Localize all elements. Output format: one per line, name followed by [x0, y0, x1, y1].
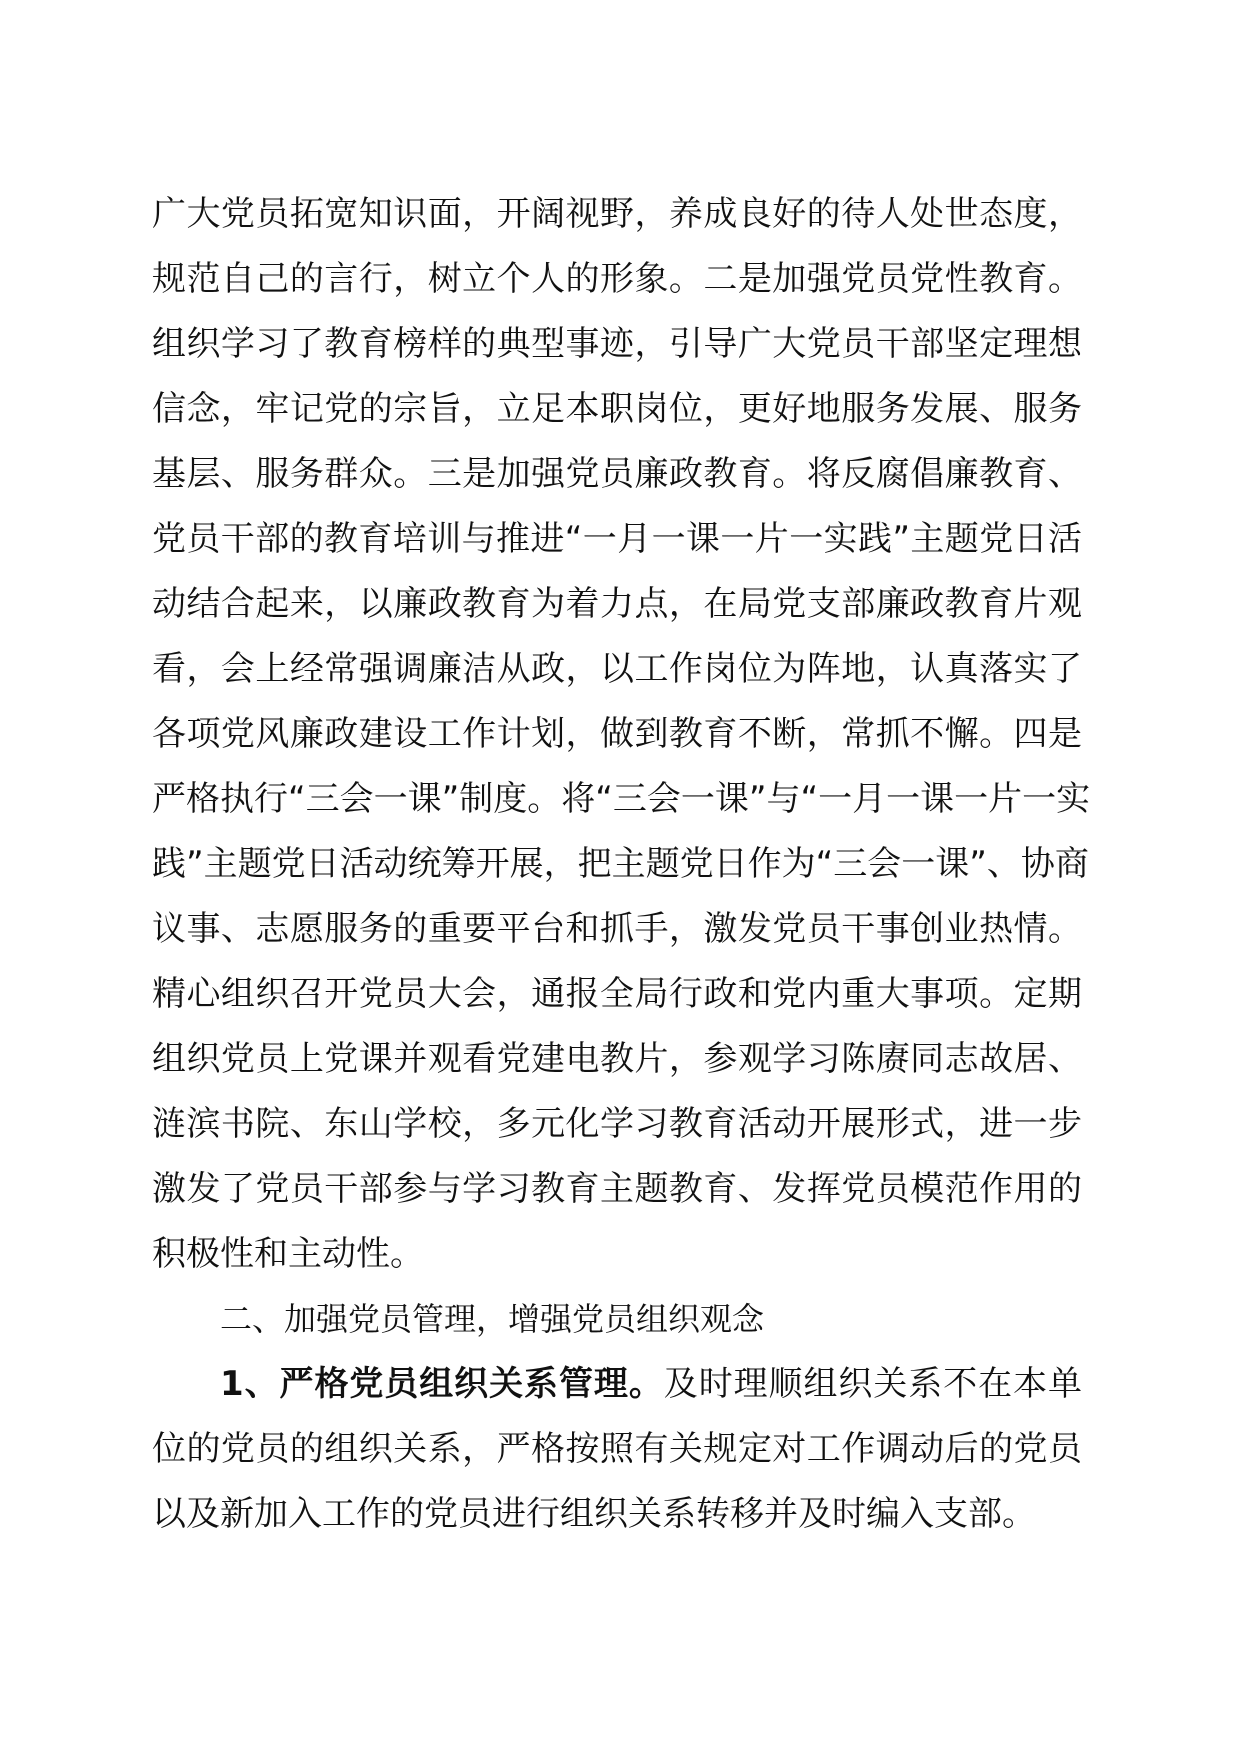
paragraph-line: 基层、服务群众。三是加强党员廉政教育。将反腐倡廉教育、 [152, 454, 1082, 494]
item-1-title: 1、严格党员组织关系管理。 [220, 1364, 664, 1404]
paragraph-line: 践”主题党日活动统筹开展，把主题党日作为“三会一课”、协商 [152, 844, 1089, 884]
paragraph-line: 议事、志愿服务的重要平台和抓手，激发党员干事创业热情。 [152, 909, 1082, 949]
paragraph-line: 各项党风廉政建设工作计划，做到教育不断，常抓不懈。四是 [152, 714, 1082, 754]
item-1-line: 位的党员的组织关系，严格按照有关规定对工作调动后的党员 [152, 1429, 1082, 1469]
paragraph-line: 激发了党员干部参与学习教育主题教育、发挥党员模范作用的 [152, 1169, 1082, 1209]
paragraph-line: 动结合起来，以廉政教育为着力点，在局党支部廉政教育片观 [152, 584, 1082, 624]
paragraph-line: 党员干部的教育培训与推进“一月一课一片一实践”主题党日活 [152, 519, 1082, 559]
section-heading: 二、加强党员管理，增强党员组织观念 [220, 1300, 765, 1338]
paragraph-line: 严格执行“三会一课”制度。将“三会一课”与“一月一课一片一实 [152, 779, 1091, 819]
paragraph-line: 组织学习了教育榜样的典型事迹，引导广大党员干部坚定理想 [152, 324, 1082, 364]
paragraph-line: 精心组织召开党员大会，通报全局行政和党内重大事项。定期 [152, 974, 1082, 1014]
paragraph-line: 组织党员上党课并观看党建电教片，参观学习陈赓同志故居、 [152, 1039, 1082, 1079]
paragraph-line: 涟滨书院、东山学校，多元化学习教育活动开展形式，进一步 [152, 1104, 1082, 1144]
paragraph-line: 广大党员拓宽知识面，开阔视野，养成良好的待人处世态度， [152, 194, 1082, 234]
paragraph-last-line: 积极性和主动性。 [152, 1234, 424, 1274]
item-1-first-line-rest: 及时理顺组织关系不在本单 [663, 1364, 1082, 1404]
item-1-first-line [152, 1352, 1082, 1417]
paragraph-line: 看，会上经常强调廉洁从政，以工作岗位为阵地，认真落实了 [152, 649, 1082, 689]
item-1-last-line: 以及新加入工作的党员进行组织关系转移并及时编入支部。 [152, 1494, 1036, 1534]
document-body [152, 182, 1091, 1547]
paragraph-line: 规范自己的言行，树立个人的形象。二是加强党员党性教育。 [152, 259, 1082, 299]
paragraph-line: 信念，牢记党的宗旨，立足本职岗位，更好地服务发展、服务 [152, 389, 1082, 429]
